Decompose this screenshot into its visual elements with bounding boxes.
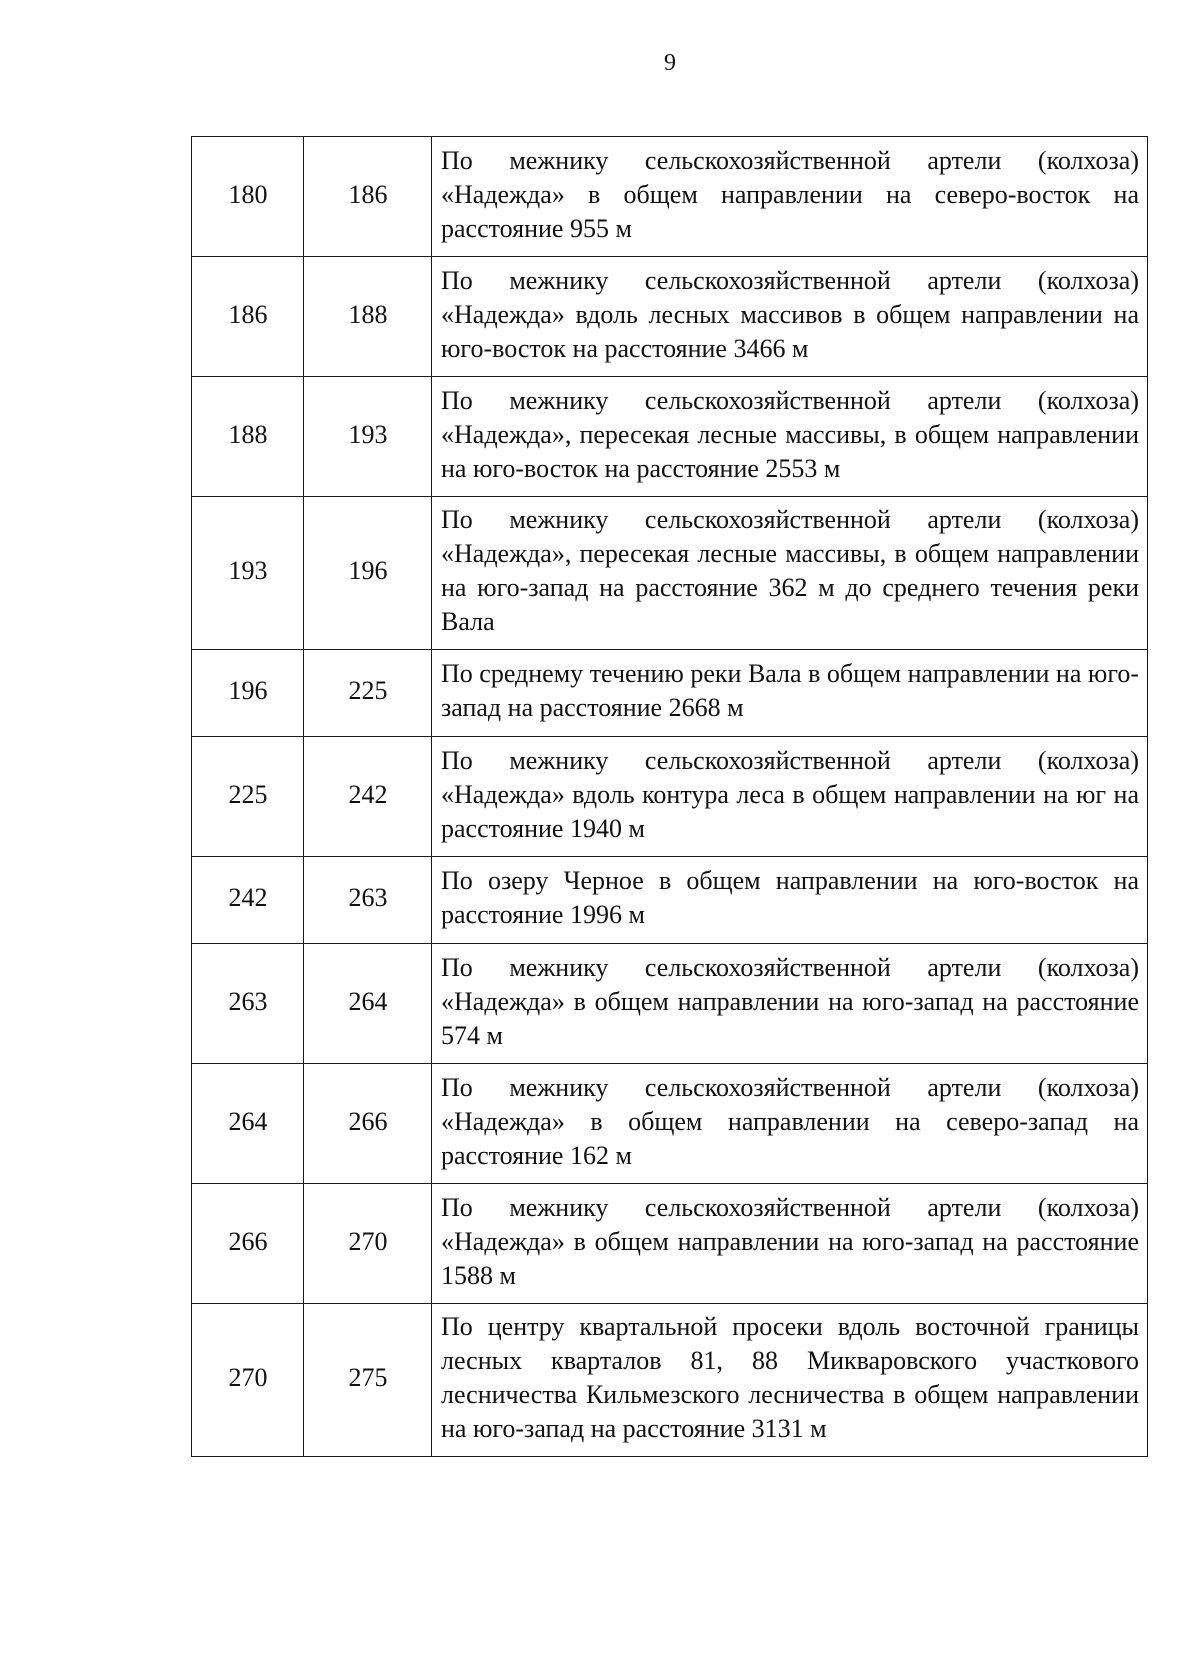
from-point-cell: 266	[192, 1184, 304, 1304]
from-point-cell: 264	[192, 1064, 304, 1184]
table-row	[192, 1184, 1148, 1304]
to-point-cell: 264	[304, 944, 432, 1064]
route-description-cell: По межнику сельскохозяйственной артели (колхоза) «Надежда», пересекая лесные массивы, в общем направлении на юго-запад на расстояние 362 м до среднего течения реки Вала	[432, 497, 1148, 650]
to-point-cell: 188	[304, 257, 432, 377]
to-point-cell: 263	[304, 857, 432, 944]
from-point-cell: 180	[192, 137, 304, 257]
from-point-cell: 263	[192, 944, 304, 1064]
to-point-cell: 270	[304, 1184, 432, 1304]
route-description-cell: По озеру Черное в общем направлении на юго-восток на расстояние 1996 м	[432, 857, 1148, 944]
from-point-cell: 196	[192, 650, 304, 737]
table-row	[192, 737, 1148, 857]
from-point-cell: 186	[192, 257, 304, 377]
to-point-cell: 196	[304, 497, 432, 650]
to-point-cell: 275	[304, 1304, 432, 1457]
table-row	[192, 857, 1148, 944]
from-point-cell: 225	[192, 737, 304, 857]
route-description-cell: По межнику сельскохозяйственной артели (колхоза) «Надежда» в общем направлении на северо-восток на расстояние 955 м	[432, 137, 1148, 257]
to-point-cell: 186	[304, 137, 432, 257]
to-point-cell: 266	[304, 1064, 432, 1184]
route-description-cell: По межнику сельскохозяйственной артели (колхоза) «Надежда» вдоль лесных массивов в общем направлении на юго-восток на расстояние 3466 м	[432, 257, 1148, 377]
route-description-cell: По межнику сельскохозяйственной артели (колхоза) «Надежда» в общем направлении на северо-запад на расстояние 162 м	[432, 1064, 1148, 1184]
from-point-cell: 193	[192, 497, 304, 650]
table-row	[192, 650, 1148, 737]
table-row	[192, 377, 1148, 497]
route-description-cell: По межнику сельскохозяйственной артели (колхоза) «Надежда» в общем направлении на юго-запад на расстояние 1588 м	[432, 1184, 1148, 1304]
route-description-cell: По центру квартальной просеки вдоль восточной границы лесных кварталов 81, 88 Микваровского участкового лесничества Кильмезского лесничества в общем направлении на юго-запад на расстояние 3131 м	[432, 1304, 1148, 1457]
to-point-cell: 242	[304, 737, 432, 857]
from-point-cell: 242	[192, 857, 304, 944]
to-point-cell: 225	[304, 650, 432, 737]
from-point-cell: 188	[192, 377, 304, 497]
route-description-cell: По межнику сельскохозяйственной артели (колхоза) «Надежда», пересекая лесные массивы, в общем направлении на юго-восток на расстояние 2553 м	[432, 377, 1148, 497]
to-point-cell: 193	[304, 377, 432, 497]
route-description-cell: По среднему течению реки Вала в общем направлении на юго-запад на расстояние 2668 м	[432, 650, 1148, 737]
table-row	[192, 944, 1148, 1064]
table-row	[192, 257, 1148, 377]
page-number: 9	[664, 50, 676, 76]
table-row	[192, 1064, 1148, 1184]
table-row	[192, 137, 1148, 257]
route-description-cell: По межнику сельскохозяйственной артели (колхоза) «Надежда» вдоль контура леса в общем направлении на юг на расстояние 1940 м	[432, 737, 1148, 857]
table-row	[192, 497, 1148, 650]
boundary-description-table	[191, 136, 1148, 1457]
table-row	[192, 1304, 1148, 1457]
route-description-cell: По межнику сельскохозяйственной артели (колхоза) «Надежда» в общем направлении на юго-запад на расстояние 574 м	[432, 944, 1148, 1064]
from-point-cell: 270	[192, 1304, 304, 1457]
